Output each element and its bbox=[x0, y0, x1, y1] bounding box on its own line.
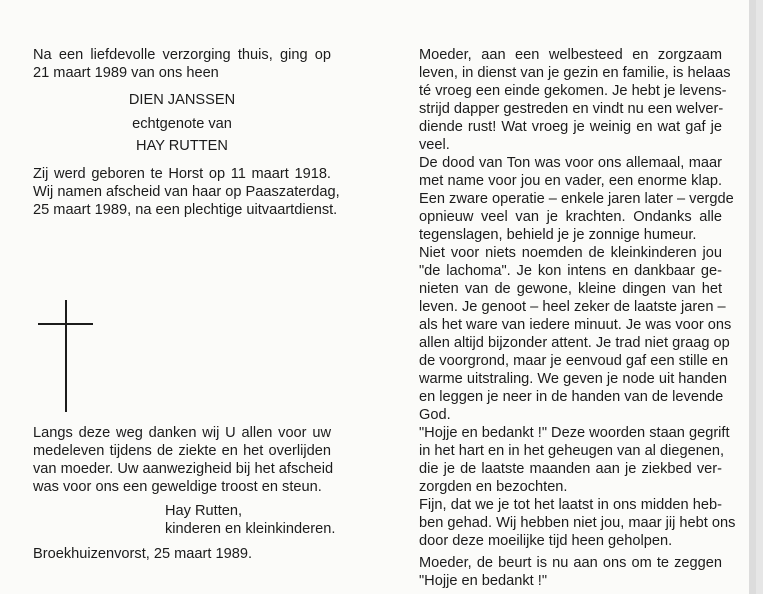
text-line: "Hojje en bedankt !" Deze woorden staan gegrift bbox=[419, 425, 730, 441]
birth-line: 25 maart 1989, na een plechtige uitvaartdienst. bbox=[33, 202, 338, 218]
text-line: de voorgrond, maar je eenvoud gaf een stille en bbox=[419, 353, 729, 369]
text-line: "de lachoma". Je kon intens en dankbaar ge- bbox=[419, 263, 722, 279]
text-line: strijd dapper gestreden en vindt nu een welver- bbox=[419, 101, 724, 117]
text-line: allen altijd bijzonder attent. Je trad niet graag op bbox=[419, 335, 730, 351]
text-line: en leggen je neer in de handen van de levende bbox=[419, 389, 724, 405]
thanks-line: medeleven tijdens de ziekte en het overlijden bbox=[33, 443, 331, 459]
text-line: leven. Je genoot – heel zeker de laatste jaren – bbox=[419, 299, 726, 315]
cross-icon bbox=[65, 300, 67, 412]
text-line: veel. bbox=[419, 137, 450, 153]
text-line: Fijn, dat we je tot het laatst in ons midden heb- bbox=[419, 497, 722, 513]
text-line: "Hojje en bedankt !" bbox=[419, 573, 548, 589]
text-line: tegenslagen, behield je je zonnige humeur. bbox=[419, 227, 697, 243]
text-line: Een zware operatie – enkele jaren later – vergde bbox=[419, 191, 734, 207]
text-line: warme uitstraling. We geven je node uit handen bbox=[419, 371, 728, 387]
text-line: De dood van Ton was voor ons allemaal, maar bbox=[419, 155, 722, 171]
intro-line: Na een liefdevolle verzorging thuis, ging op bbox=[33, 47, 331, 63]
text-line: ben gehad. Wij hebben niet jou, maar jij hebt ons bbox=[419, 515, 736, 531]
place-date: Broekhuizenvorst, 25 maart 1989. bbox=[33, 546, 253, 562]
text-line: opnieuw veel van je krachten. Ondanks alle bbox=[419, 209, 722, 225]
birth-line: Zij werd geboren te Horst op 11 maart 1918. bbox=[33, 166, 331, 182]
signature-line: kinderen en kleinkinderen. bbox=[165, 521, 336, 537]
text-line: leven, in dienst van je gezin en familie, is helaas bbox=[419, 65, 731, 81]
text-line: die je de laatste maanden aan je ziekbed ver- bbox=[419, 461, 722, 477]
text-line: als het ware van iedere minuut. Je was voor ons bbox=[419, 317, 732, 333]
text-line: zorgden en bezochten. bbox=[419, 479, 568, 495]
thanks-line: was voor ons een geweldige troost en steun. bbox=[33, 479, 322, 495]
cross-icon-bar bbox=[38, 323, 93, 325]
text-line: diende rust! Wat vroeg je weinig en wat gaf je bbox=[419, 119, 722, 135]
text-line: té vroeg een einde gekomen. Je hebt je levens- bbox=[419, 83, 727, 99]
text-line: in het hart en in het geheugen van al diegenen, bbox=[419, 443, 725, 459]
deceased-name: DIEN JANSSEN bbox=[128, 92, 236, 108]
text-line: nieten van de gewone, kleine dingen van het bbox=[419, 281, 722, 297]
thanks-line: Langs deze weg danken wij U allen voor uw bbox=[33, 425, 331, 441]
spouse-label: echtgenote van bbox=[132, 116, 232, 132]
birth-line: Wij namen afscheid van haar op Paaszaterdag, bbox=[33, 184, 340, 200]
signature-line: Hay Rutten, bbox=[165, 503, 243, 519]
text-line: God. bbox=[419, 407, 451, 423]
spouse-name: HAY RUTTEN bbox=[136, 138, 228, 154]
text-line: Moeder, de beurt is nu aan ons om te zeggen bbox=[419, 555, 722, 571]
text-line: door deze moeilijke tijd heen geholpen. bbox=[419, 533, 673, 549]
text-line: met name voor jou en vader, een enorme klap. bbox=[419, 173, 722, 189]
text-line: Niet voor niets noemden de kleinkinderen jou bbox=[419, 245, 722, 261]
text-line: Moeder, aan een welbesteed en zorgzaam bbox=[419, 47, 722, 63]
card-edge bbox=[749, 0, 756, 594]
thanks-line: van moeder. Uw aanwezigheid bij het afscheid bbox=[33, 461, 334, 477]
intro-line: 21 maart 1989 van ons heen bbox=[33, 65, 219, 81]
